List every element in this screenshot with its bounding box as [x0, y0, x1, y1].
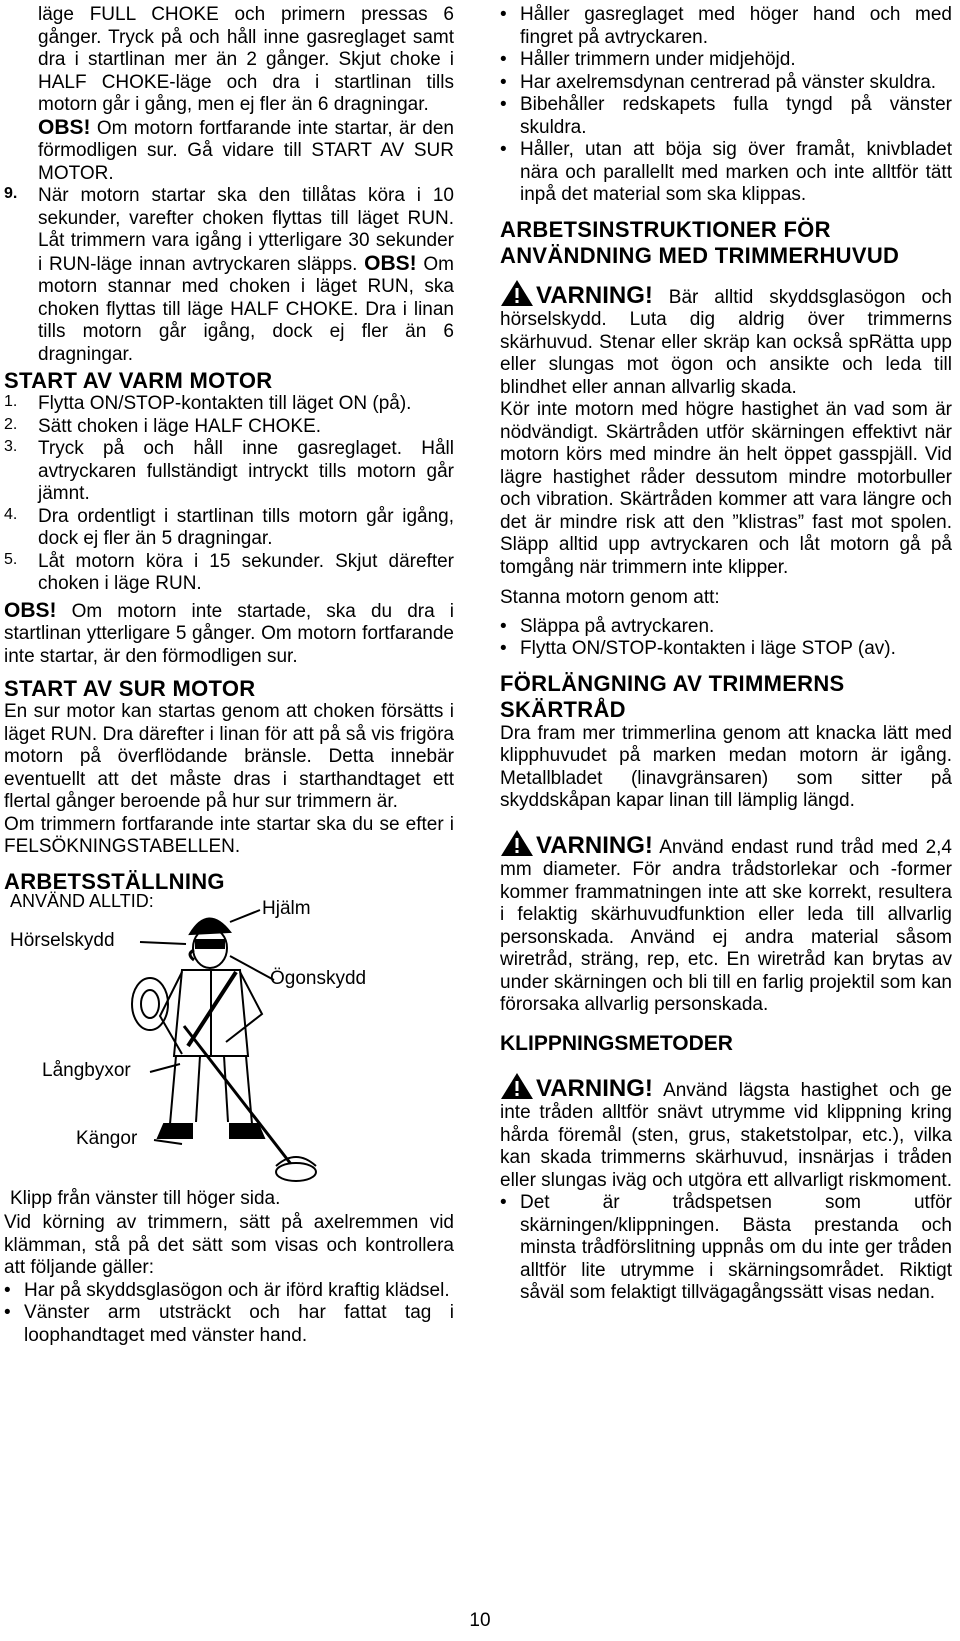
warning-triangle-icon: [500, 279, 534, 307]
work-position-bullets: [4, 1280, 454, 1348]
warm-step: [4, 393, 454, 416]
warm-step: [4, 506, 454, 551]
bullet-text: Flytta ON/STOP-kontakten i läge STOP (av).: [520, 638, 896, 659]
warning-label: VARNING!: [536, 1074, 653, 1102]
step-number: 5.: [4, 550, 18, 568]
step-text: Tryck på och håll inne gasreglaget. Håll avtryckaren fullständigt intryckt tills motorn går jämnt.: [38, 438, 454, 504]
sour-start-text: En sur motor kan startas genom att choken försätts i läget RUN. Dra därefter i linan för att på så vis frigöra motorn på överflödande bränsle. Detta innebär eventuellt att det måste dras i starthandtaget ett flertal gånger beroende på hur sur trimmern är.: [4, 701, 454, 812]
bullet-text: Har axelremsdynan centrerad på vänster skuldra.: [520, 71, 937, 93]
work-position-text: Vid körning av trimmern, sätt på axelremmen vid klämman, stå på det sätt som visas och kontrollera att följande gäller:: [4, 1212, 454, 1278]
step-text: När motorn startar ska den tillåtas köra i 10 sekunder, varefter choken flyttas till läget RUN. Låt trimmern vara igång i ytterligare 30 sekunder i RUN-läge innan avtryckaren släpps. OBS! Om motorn stannar med choken i läget RUN, ska choken flyttas till läge HALF CHOKE. Dra i linan tills motorn går igång, dock ej fler än 6 dragningar.: [38, 185, 455, 365]
step-text: Flytta ON/STOP-kontakten till läget ON (på).: [38, 393, 412, 414]
bullet-item: [500, 4, 952, 49]
sour-start-heading: START AV SUR MOTOR: [4, 676, 256, 701]
step-9: [4, 185, 454, 366]
step-text: Dra ordentligt i startlinan tills motorn går igång, dock ej fler än 5 dragningar.: [38, 505, 454, 549]
extend-line-text: Dra fram mer trimmerlina genom att knacka lätt med klipphuvudet på marken medan motorn är igång. Metallbladet (linavgränsaren) som sitter på skyddskåpan kapar linan till lämplig längd.: [500, 722, 952, 811]
step-number: 2.: [4, 415, 18, 433]
warm-start-heading: START AV VARM MOTOR: [4, 368, 273, 393]
bullet-item: [4, 1280, 454, 1303]
warning-label: VARNING!: [536, 281, 653, 309]
boots-label: Kängor: [76, 1127, 138, 1149]
operator-figure: [4, 890, 454, 1196]
warning-text: Använd endast rund tråd med 2,4 mm diameter. För andra trådstorlekar och -former kommer frammatningen inte att ske korrekt, resultera i felaktig skärhuvudfunktion eller leda till allvarlig personskada. Använd ej andra material såsom wiretråd, sträng, rep, etc. En wiretråd kan brytas av under skärningen och bli till en farlig projektil som kan förorsaka allvarlig personskada.: [500, 836, 952, 1015]
warm-step: [4, 438, 454, 506]
obs-note-2: OBS! Om motorn inte startade, ska du dra i startlinan ytterligare 5 gånger. Om motorn fortfarande inte startar, är den förmodligen sur.: [4, 598, 454, 667]
bullet-dot: •: [500, 4, 507, 25]
bullet-item: [500, 616, 952, 639]
bullet-dot: •: [500, 94, 507, 115]
always-use-label: ANVÄND ALLTID:: [10, 890, 154, 911]
bullet-dot: •: [500, 615, 507, 637]
bullet-item: [500, 72, 952, 95]
page-number: 10: [469, 1610, 491, 1631]
warning-1: [500, 279, 952, 400]
bullet-item: [500, 94, 952, 139]
warning-label: VARNING!: [536, 831, 653, 859]
cutting-bullets: [500, 1192, 952, 1305]
step-number: 4.: [4, 505, 18, 523]
figure-caption: Klipp från vänster till höger sida.: [10, 1187, 281, 1209]
obs-label: OBS!: [38, 115, 91, 139]
work-position-heading: ARBETSSTÄLLNING: [4, 868, 225, 894]
bullet-item: [500, 638, 952, 661]
step-text: Låt motorn köra i 15 sekunder. Skjut därefter choken i läge RUN.: [38, 550, 454, 594]
bullet-item: [500, 49, 952, 72]
speed-text: Kör inte motorn med högre hastighet än vad som är nödvändigt. Skärtråden utför skärningen effektivt när motorn körs med mindre än helt öppet gasspjäll. Vid lägre hastighet råder dessutom mindre motorbuller och vibration. Skärtråden kommer att vara längre och det är mindre risk att den ”klistras” fast mot spolen. Släpp alltid upp avtryckaren och låt motorn gå på tomgång när trimmern inte klipper.: [500, 399, 952, 578]
cutting-methods-heading: KLIPPNINGSMETODER: [500, 1031, 733, 1055]
stop-engine-text: Stanna motorn genom att:: [500, 587, 720, 608]
warning-text: Bär alltid skyddsglasögon och hörselskydd. Luta dig aldrig över trimmerns skärhuvud. Stenar eller skräp kan också spRätta upp eller slungas mot ögon och ansikte och leda till blindhet eller annan allvarlig skada.: [500, 286, 952, 398]
warning-3: [500, 1072, 952, 1193]
bullet-text: Släppa på avtryckaren.: [520, 615, 715, 637]
bullet-dot: •: [500, 49, 507, 70]
bullet-text: Har på skyddsglasögon och är iförd kraftig klädsel.: [24, 1279, 450, 1301]
work-instructions-heading: ARBETSINSTRUKTIONER FÖR ANVÄNDNING MED TRIMMERHUVUD: [500, 216, 900, 268]
long-pants-label: Långbyxor: [42, 1059, 131, 1081]
intro-paragraph: läge FULL CHOKE och primern pressas 6 gånger. Tryck på och håll inne gasreglaget samt dra i startlinan mer än 2 gånger. Skjut choke i HALF CHOKE-läge och dra i startlinan tills motorn går i gång, men ej fler än 6 dragningar.: [38, 4, 454, 115]
warm-step: [4, 416, 454, 439]
bullet-text: Håller trimmern under midjehöjd.: [520, 49, 796, 70]
operator-illustration: [4, 896, 454, 1196]
bullet-dot: •: [4, 1302, 11, 1323]
warning-2: [500, 829, 952, 1017]
bullet-text: Håller, utan att böja sig över framåt, knivbladet nära och parallellt med marken och inte alltför tätt inpå det material som ska klippas.: [520, 139, 952, 205]
left-column: [4, 0, 454, 1347]
posture-bullets: [500, 4, 952, 207]
extend-line-heading: FÖRLÄNGNING AV TRIMMERNS SKÄRTRÅD: [500, 670, 845, 722]
step-text: Sätt choken i läge HALF CHOKE.: [38, 415, 322, 437]
bullet-item: [500, 1192, 952, 1305]
step-number: 1.: [4, 393, 18, 410]
warning-triangle-icon: [500, 1072, 534, 1100]
eye-protection-label: Ögonskydd: [270, 967, 367, 989]
helmet-label: Hjälm: [262, 897, 311, 919]
warning-triangle-icon: [500, 829, 534, 857]
stop-engine-bullets: [500, 616, 952, 661]
obs-note-1: [4, 117, 454, 186]
bullet-dot: •: [4, 1279, 11, 1301]
sour-start-text-2: Om trimmern fortfarande inte startar ska du se efter i FELSÖKNINGSTABELLEN.: [4, 813, 454, 857]
right-column: [500, 0, 952, 1305]
bullet-text: Bibehåller redskapets fulla tyngd på vänster skuldra.: [520, 94, 952, 138]
warning-text: Använd lägsta hastighet och ge inte tråden alltför snävt utrymme vid klippning kring hårda föremål (sten, grus, staketstolpar, etc.), vilka kan skada trimmerns skärhuvud, insnärjas i tråden eller slungas iväg och utgöra ett allvarligt riskmoment.: [500, 1079, 952, 1191]
bullet-dot: •: [500, 139, 507, 160]
warm-start-steps: [4, 393, 454, 596]
bullet-dot: •: [500, 1192, 507, 1213]
ear-protection-label: Hörselskydd: [10, 929, 115, 951]
bullet-text: Vänster arm utsträckt och har fattat tag i loophandtaget med vänster hand.: [24, 1302, 454, 1346]
obs-text: Om motorn fortfarande inte startar, är den förmodligen sur. Gå vidare till START AV SUR MOTOR.: [38, 117, 454, 184]
step-number: 3.: [4, 438, 18, 455]
warm-step: [4, 551, 454, 596]
bullet-text: Det är trådspetsen som utför skärningen/klippningen. Bästa prestanda och minsta trådförslitning uppnås om du inte ger tråden alltför lite utrymme i skärningsområdet. Riktigt såväl som felaktigt tillvägagångssätt visas nedan.: [520, 1192, 952, 1303]
bullet-item: [500, 139, 952, 207]
step-number: 9.: [4, 185, 18, 202]
bullet-item: [4, 1302, 454, 1347]
bullet-dot: •: [500, 71, 507, 93]
bullet-text: Håller gasreglaget med höger hand och med fingret på avtryckaren.: [520, 4, 952, 48]
bullet-dot: •: [500, 638, 507, 659]
